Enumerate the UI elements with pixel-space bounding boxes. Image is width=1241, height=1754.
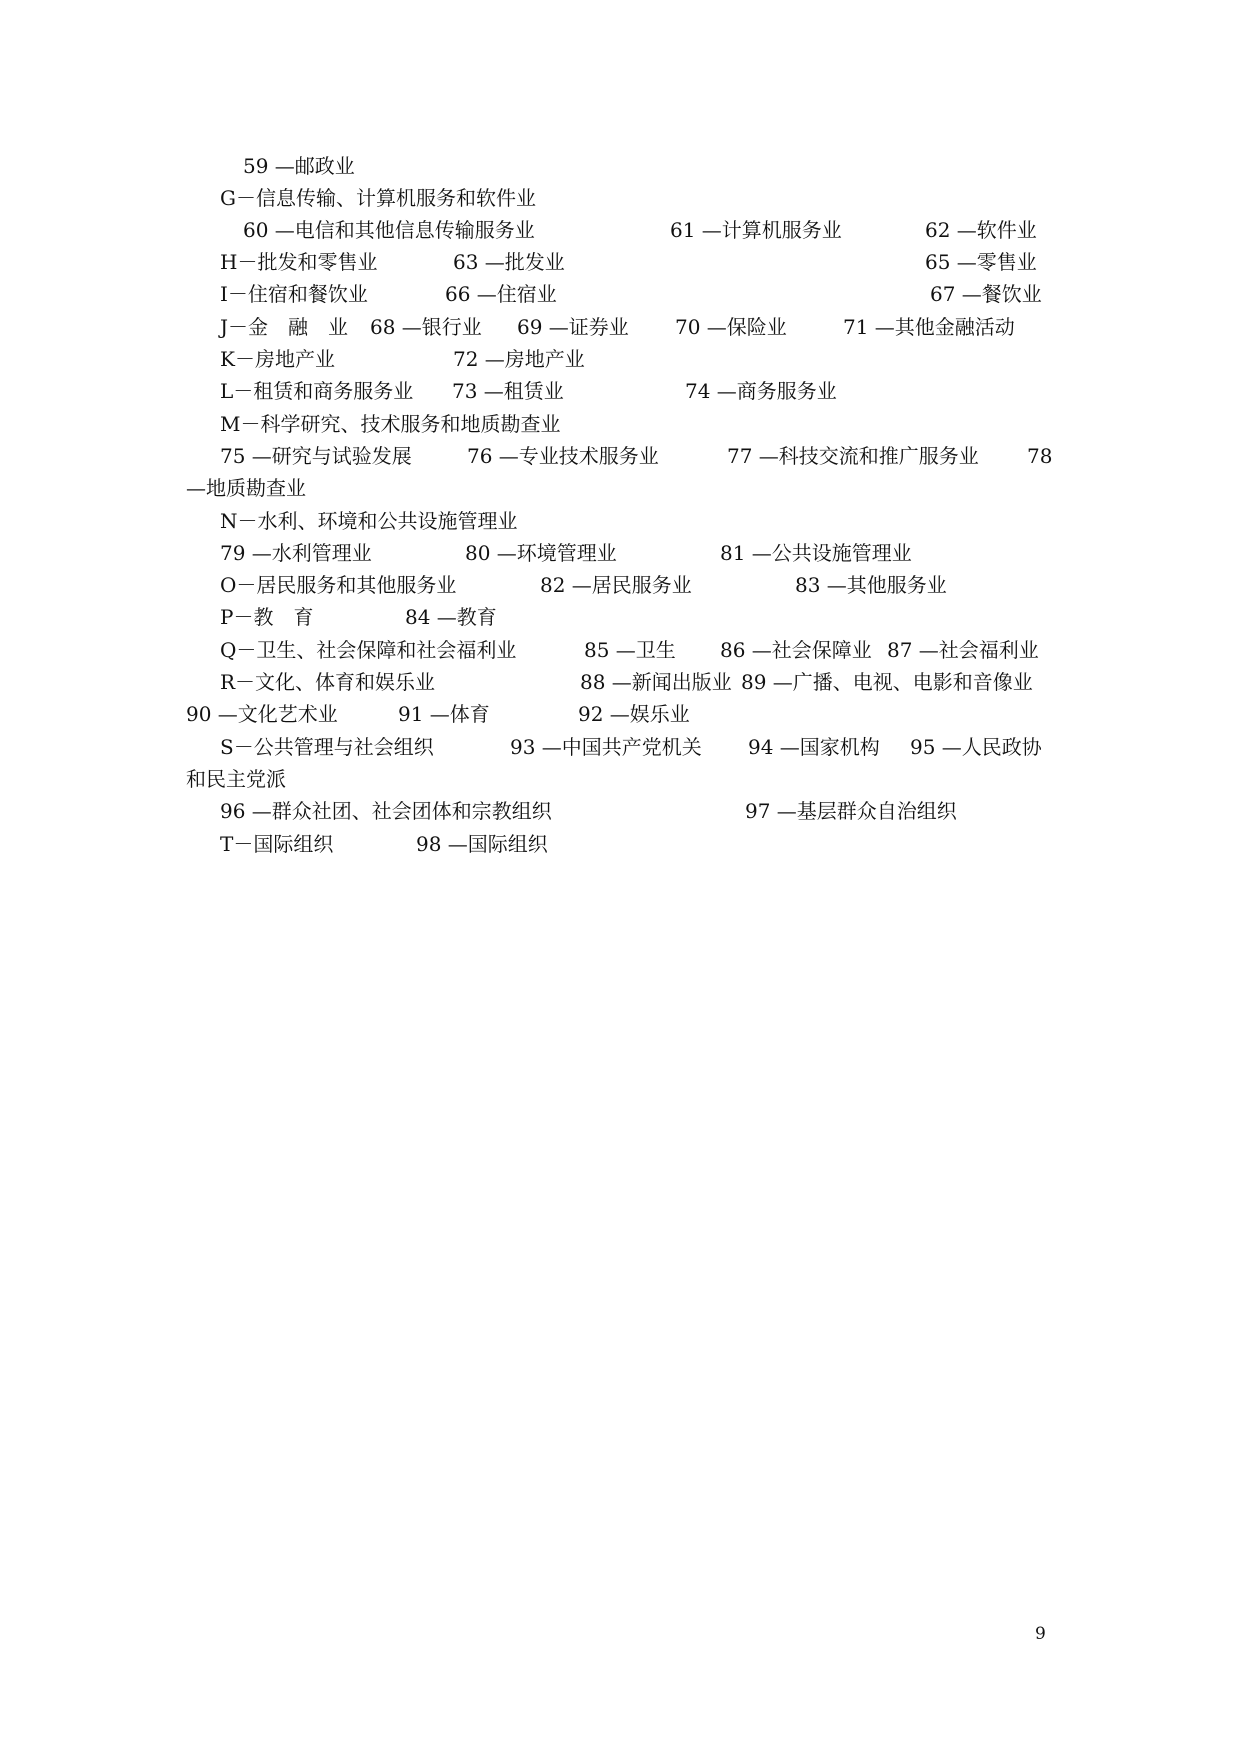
industry-code: 61 —计算机服务业 bbox=[670, 218, 842, 242]
industry-code: 71 —其他金融活动 bbox=[843, 315, 1015, 339]
industry-section-heading: M－科学研究、技术服务和地质勘查业 bbox=[220, 412, 561, 436]
industry-code: 77 —科技交流和推广服务业 bbox=[727, 444, 979, 468]
industry-section-heading: I－住宿和餐饮业 bbox=[220, 282, 368, 306]
industry-code: 90 —文化艺术业 bbox=[186, 702, 338, 726]
industry-code: 83 —其他服务业 bbox=[795, 573, 947, 597]
industry-code: 72 —房地产业 bbox=[453, 347, 585, 371]
industry-section-heading: O－居民服务和其他服务业 bbox=[220, 573, 457, 597]
industry-section-heading: N－水利、环境和公共设施管理业 bbox=[220, 509, 518, 533]
industry-code: 60 —电信和其他信息传输服务业 bbox=[243, 218, 535, 242]
industry-code-continuation: 和民主党派 bbox=[186, 767, 286, 791]
industry-section-heading: G－信息传输、计算机服务和软件业 bbox=[220, 186, 536, 210]
industry-code: 91 —体育 bbox=[398, 702, 490, 726]
industry-section-heading: R－文化、体育和娱乐业 bbox=[220, 670, 436, 694]
industry-code: 86 —社会保障业 bbox=[720, 638, 872, 662]
industry-code: 95 —人民政协 bbox=[910, 735, 1042, 759]
industry-code-continuation: —地质勘查业 bbox=[186, 476, 306, 500]
industry-code: 96 —群众社团、社会团体和宗教组织 bbox=[220, 799, 552, 823]
industry-code: 92 —娱乐业 bbox=[578, 702, 690, 726]
industry-section-heading: Q－卫生、社会保障和社会福利业 bbox=[220, 638, 517, 662]
industry-code: 59 —邮政业 bbox=[243, 154, 355, 178]
industry-code: 98 —国际组织 bbox=[416, 832, 548, 856]
industry-code: 89 —广播、电视、电影和音像业 bbox=[741, 670, 1033, 694]
industry-code: 84 —教育 bbox=[405, 605, 497, 629]
page-number: 9 bbox=[1035, 1624, 1046, 1644]
industry-code: 66 —住宿业 bbox=[445, 282, 557, 306]
industry-code: 85 —卫生 bbox=[584, 638, 676, 662]
industry-code: 70 —保险业 bbox=[675, 315, 787, 339]
industry-code: 97 —基层群众自治组织 bbox=[745, 799, 957, 823]
industry-code: 74 —商务服务业 bbox=[685, 379, 837, 403]
industry-section-heading: J－金 融 业 bbox=[220, 315, 349, 339]
industry-code: 88 —新闻出版业 bbox=[580, 670, 732, 694]
industry-section-heading: L－租赁和商务服务业 bbox=[220, 379, 414, 403]
industry-code: 68 —银行业 bbox=[370, 315, 482, 339]
industry-section-heading: S－公共管理与社会组织 bbox=[220, 735, 434, 759]
industry-code: 69 —证券业 bbox=[517, 315, 629, 339]
industry-code: 76 —专业技术服务业 bbox=[467, 444, 659, 468]
industry-code: 62 —软件业 bbox=[925, 218, 1037, 242]
industry-code: 82 —居民服务业 bbox=[540, 573, 692, 597]
industry-section-heading: T－国际组织 bbox=[220, 832, 334, 856]
industry-section-heading: H－批发和零售业 bbox=[220, 250, 378, 274]
industry-code: 63 —批发业 bbox=[453, 250, 565, 274]
industry-section-heading: K－房地产业 bbox=[220, 347, 335, 371]
industry-code: 73 —租赁业 bbox=[452, 379, 564, 403]
industry-code: 67 —餐饮业 bbox=[930, 282, 1042, 306]
industry-code: 93 —中国共产党机关 bbox=[510, 735, 702, 759]
industry-code: 75 —研究与试验发展 bbox=[220, 444, 412, 468]
industry-code: 79 —水利管理业 bbox=[220, 541, 372, 565]
industry-code: 94 —国家机构 bbox=[748, 735, 880, 759]
industry-code: 65 —零售业 bbox=[925, 250, 1037, 274]
industry-section-heading: P－教 育 bbox=[220, 605, 314, 629]
industry-code: 78 bbox=[1027, 444, 1053, 468]
industry-code: 87 —社会福利业 bbox=[887, 638, 1039, 662]
industry-code: 81 —公共设施管理业 bbox=[720, 541, 912, 565]
industry-code: 80 —环境管理业 bbox=[465, 541, 617, 565]
